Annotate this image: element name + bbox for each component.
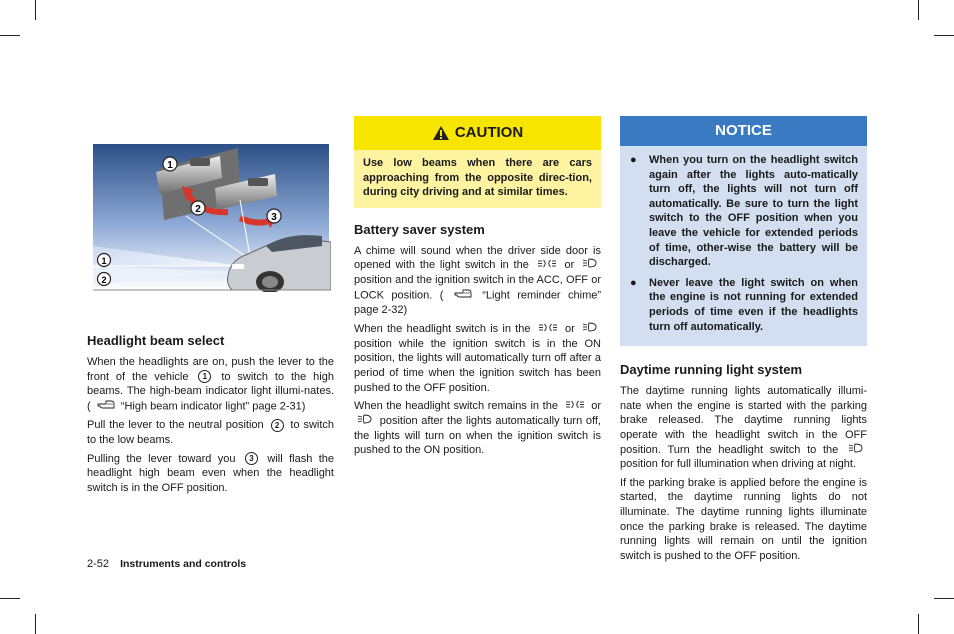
column-left	[87, 116, 334, 499]
crop-mark	[35, 614, 36, 634]
callout-3	[267, 209, 281, 223]
crop-mark	[0, 35, 20, 36]
callout-2	[191, 201, 205, 215]
crop-mark	[918, 614, 919, 634]
column-middle	[354, 116, 601, 462]
caution-text: Use low beams when there are cars approaching from the opposite direc-tion, during city driving and at similar times.	[363, 157, 592, 199]
bullet-icon: ●	[630, 276, 637, 289]
page-number: 2-52	[87, 558, 110, 570]
warning-icon	[432, 125, 450, 141]
page-footer	[87, 558, 246, 570]
paragraph: Pulling the lever toward you 3 will flash the headlight high beam even when the headlight switch is in the OFF position.	[87, 452, 335, 494]
section-heading: Headlight beam select	[87, 333, 225, 348]
parking-light-icon	[539, 322, 557, 337]
pointing-hand-icon	[97, 399, 115, 415]
notice-body	[620, 146, 867, 346]
headlight-lever-illustration	[90, 116, 331, 292]
beam-label-2	[98, 273, 111, 286]
paragraph: The daytime running lights automatically illumi-nate when the engine is started with the parking brake released. The daytime running lights operate with the headlight switch in the OFF position. Turn the headlight switch to the position for full illumination when driving at night.	[620, 385, 867, 471]
section-title: Instruments and controls	[120, 558, 247, 570]
caution-title: CAUTION	[454, 124, 524, 142]
pointing-hand-icon	[454, 288, 472, 304]
crop-mark	[35, 0, 36, 20]
notice-item: ● Never leave the light switch on when the engine is not running for extended periods of time even if the headlights turn off automatically.	[630, 276, 858, 333]
parking-light-icon	[566, 399, 584, 414]
beam-label-1	[98, 254, 111, 267]
notice-box	[620, 116, 867, 346]
paragraph: When the headlight switch is in the or position while the ignition switch is in the ON position, the lights will automatically turn off after a period of time when the ignition switch has been pushed to the OFF position.	[354, 323, 601, 394]
notice-title: NOTICE	[620, 116, 867, 146]
crop-mark	[934, 35, 954, 36]
section-heading: Daytime running light system	[620, 362, 803, 378]
callout-1	[163, 157, 177, 171]
caution-header	[354, 116, 601, 150]
section-heading: Battery saver system	[354, 221, 485, 237]
callout-2-icon: 2	[271, 419, 284, 432]
svg-text:1: 1	[101, 256, 107, 266]
callout-1-icon: 1	[198, 370, 211, 383]
callout-3-icon: 3	[245, 452, 258, 465]
crop-mark	[0, 598, 20, 599]
crop-mark	[918, 0, 919, 20]
svg-text:2: 2	[195, 204, 201, 215]
headlight-beam-figure	[90, 116, 331, 292]
headlight-icon	[583, 258, 597, 273]
crop-mark	[934, 598, 954, 599]
bullet-icon: ●	[630, 154, 637, 166]
paragraph: A chime will sound when the driver side door is opened with the light switch in the or position and the ignition switch in the ACC, OFF or LOCK position. ( “Light reminder chime” page 2-32)	[354, 244, 602, 317]
svg-text:2: 2	[101, 275, 107, 285]
paragraph: When the headlights are on, push the lever to the front of the vehicle 1 to switch to the high beams. The high-beam indicator light illumi-nates. ( “High beam indicator light” page 2-31)	[87, 356, 334, 413]
headlight-icon	[358, 414, 372, 429]
headlight-icon	[849, 443, 863, 458]
svg-text:3: 3	[271, 212, 277, 223]
paragraph: Pull the lever to the neutral position 2 to switch to the low beams.	[87, 419, 335, 446]
paragraph: When the headlight switch remains in the or position after the lights automatically turn off, the lights will turn on when the ignition switch is pushed to the ON position.	[354, 400, 601, 457]
headlight-icon	[583, 322, 597, 337]
paragraph: If the parking brake is applied before the engine is started, the daytime running lights do not illuminate. The daytime running lights illuminate once the parking brake is released. The daytime running lights will remain on until the ignition switch is pushed to the OFF position.	[620, 476, 867, 562]
svg-text:1: 1	[167, 160, 173, 171]
notice-item: ● When you turn on the headlight switch again after the lights auto-matically turn off, the lights will not turn off automatically. Be sure to turn the light switch to the OFF position when you leave the vehicle for extended periods of time, other-wise the battery will be discharged.	[630, 154, 858, 269]
caution-box	[354, 116, 601, 208]
parking-light-icon	[538, 258, 556, 273]
column-right	[620, 116, 867, 567]
